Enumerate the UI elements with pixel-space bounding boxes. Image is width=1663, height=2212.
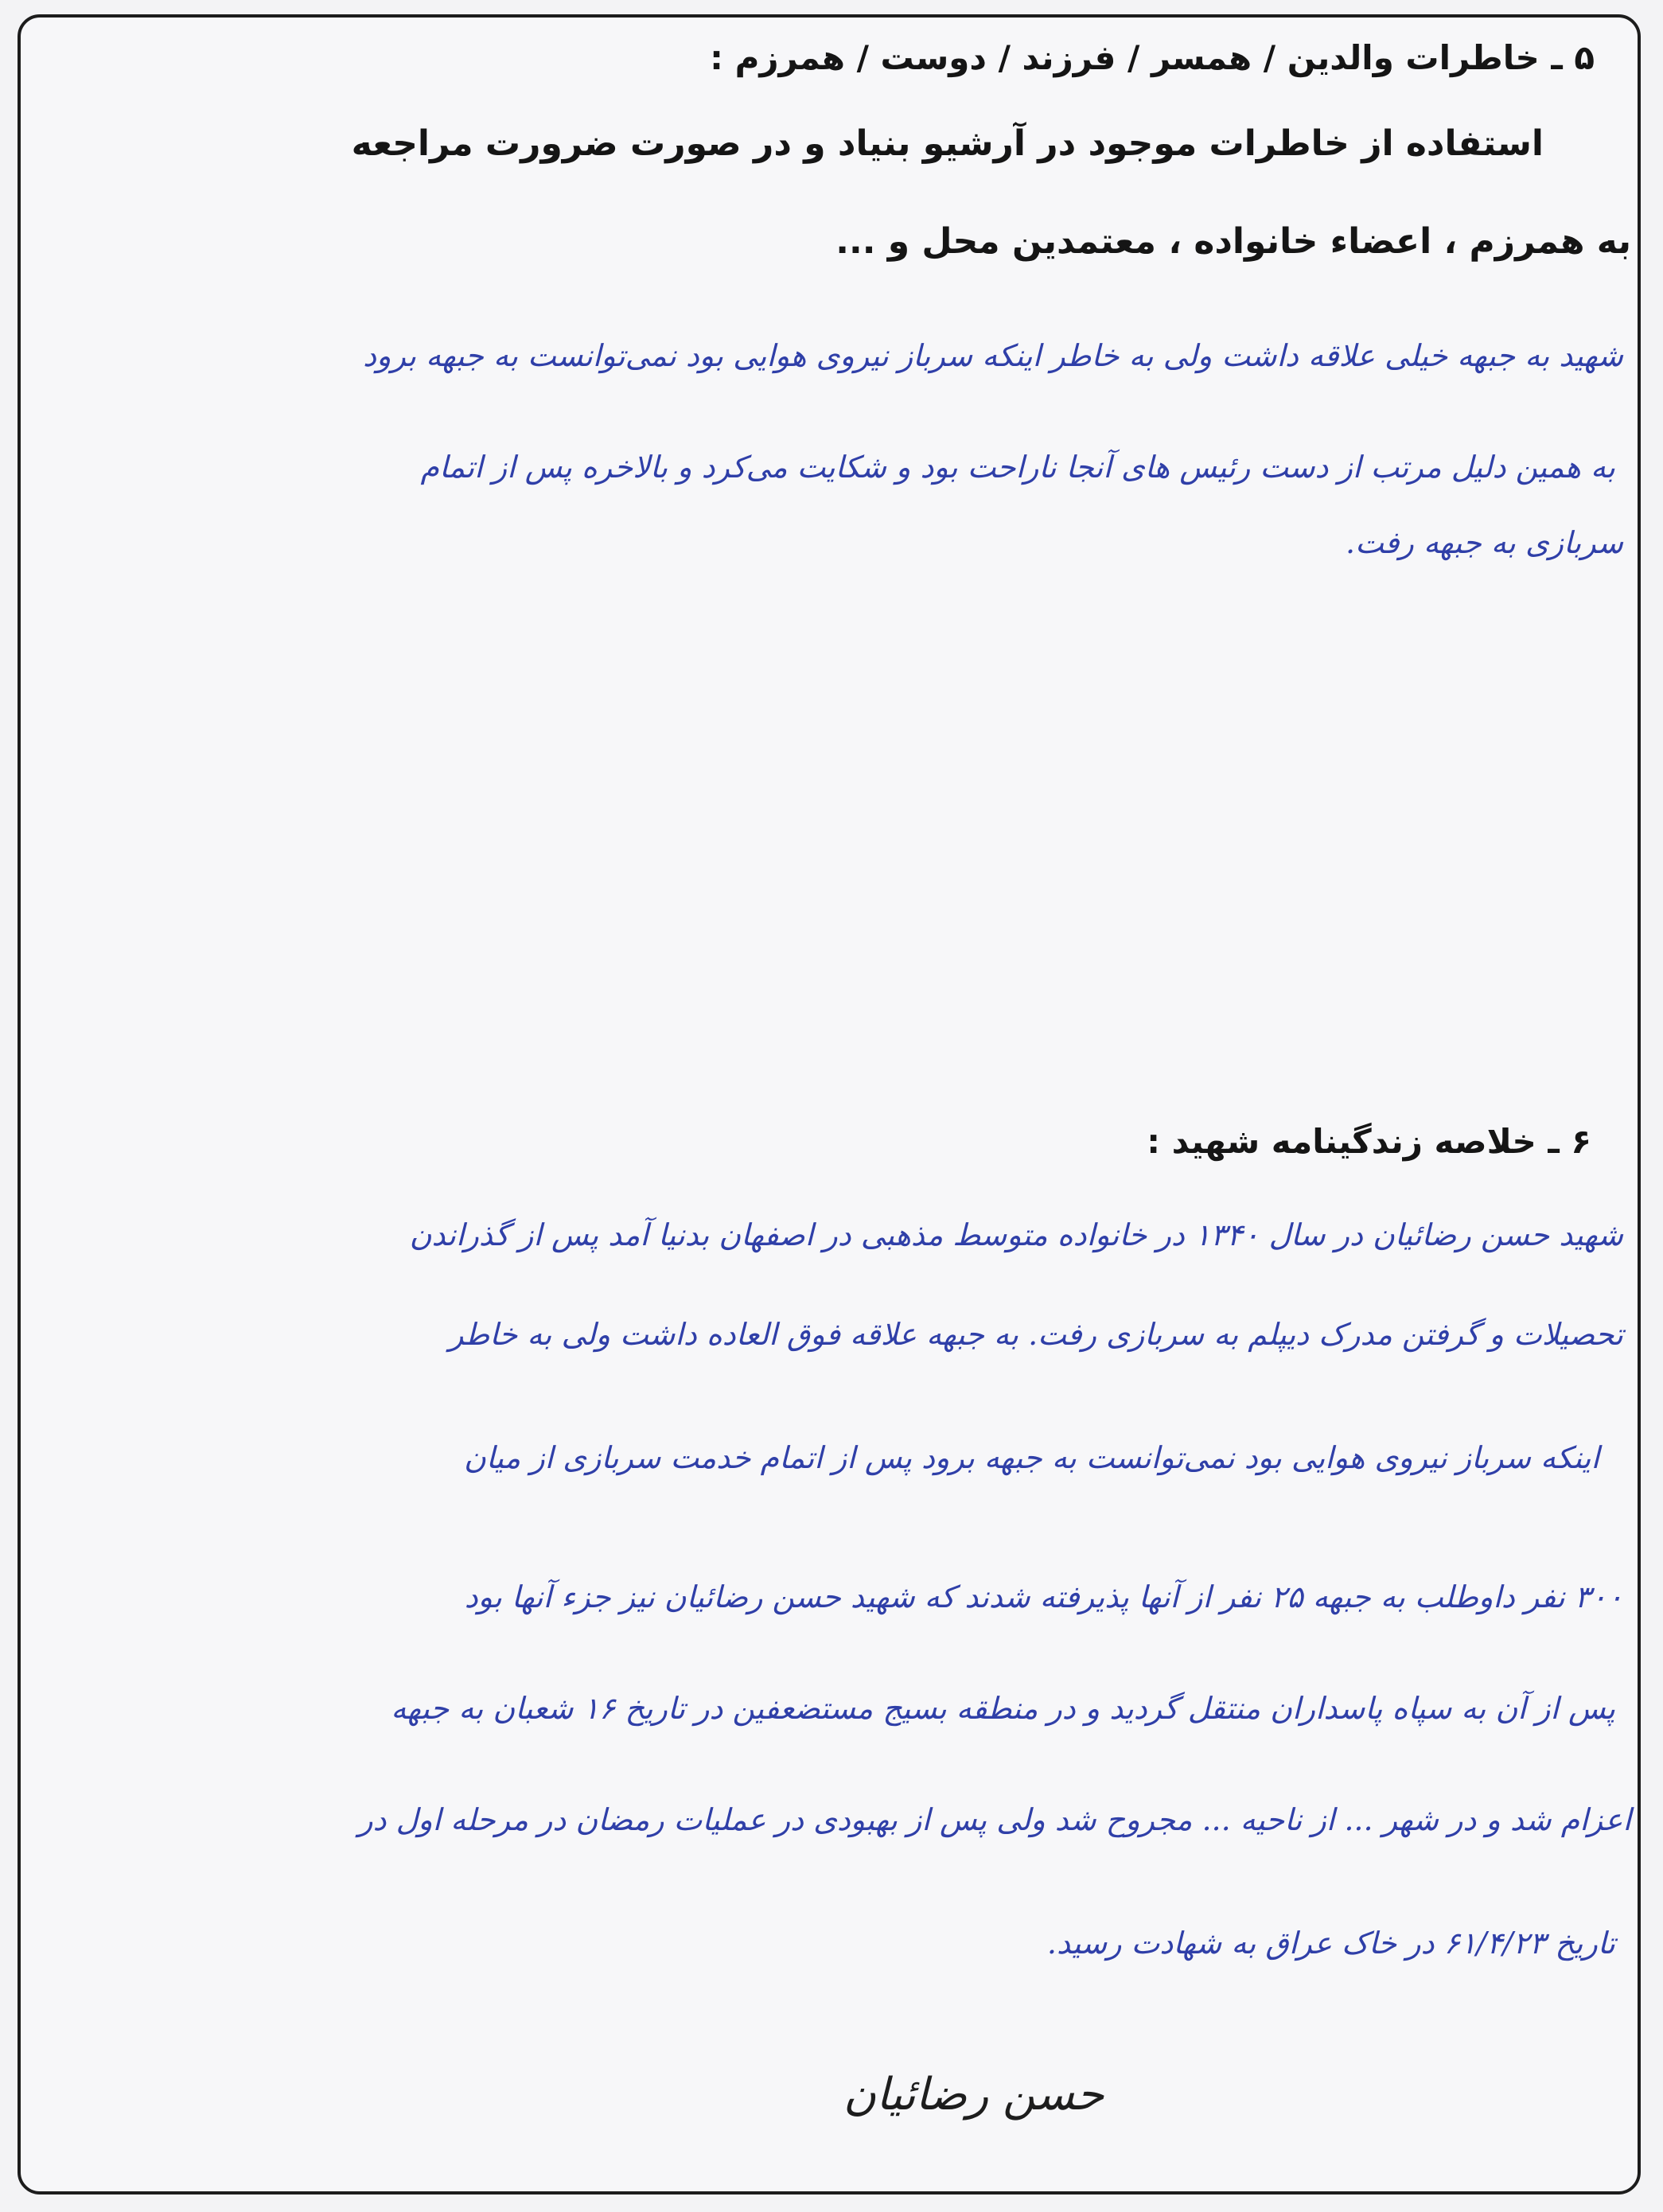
section-6-bio-line-5: پس از آن به سپاه پاسداران منتقل گردید و در منطقه بسیج مستضعفین در تاریخ ۱۶ شعبان به جبهه	[391, 1691, 1615, 1726]
section-5-memory-line-3: سربازی به جبهه رفت.	[1346, 525, 1623, 560]
section-6-bio-line-2: تحصیلات و گرفتن مدرک دیپلم به سربازی رفت. به جبهه علاقه فوق العاده داشت ولی به خاطر	[449, 1317, 1623, 1352]
section-6-bio-line-1: شهید حسن رضائیان در سال ۱۳۴۰ در خانواده متوسط مذهبی در اصفهان بدنیا آمد پس از گذراندن	[409, 1217, 1623, 1252]
section-6-bio-line-3: اینکه سرباز نیروی هوایی بود نمی‌توانست به جبهه برود پس از اتمام خدمت سربازی از میان	[463, 1440, 1599, 1475]
section-5-instruction-line-1: استفاده از خاطرات موجود در آرشیو بنیاد و در صورت ضرورت مراجعه	[351, 123, 1544, 164]
section-6-heading: ۶ ـ خلاصه زندگینامه شهید :	[1147, 1122, 1591, 1161]
section-6-bio-line-4: ۳۰۰ نفر داوطلب به جبهه ۲۵ نفر از آنها پذیرفته شدند که شهید حسن رضائیان نیز جزء آنها بود	[464, 1579, 1623, 1614]
section-5-memory-line-2: به همین دلیل مرتب از دست رئیس های آنجا ناراحت بود و شکایت می‌کرد و بالاخره پس از اتمام	[420, 450, 1615, 485]
section-5-memory-line-1: شهید به جبهه خیلی علاقه داشت ولی به خاطر اینکه سرباز نیروی هوایی بود نمی‌توانست به جبهه برود	[363, 338, 1623, 373]
section-5-instruction-line-2: به همرزم ، اعضاء خانواده ، معتمدین محل و ...	[835, 221, 1631, 262]
signature: حسن رضائیان	[843, 2069, 1104, 2120]
section-5-heading: ۵ ـ خاطرات والدین / همسر / فرزند / دوست / همرزم :	[710, 38, 1595, 77]
section-6-bio-line-6: اعزام شد و در شهر ... از ناحیه ... مجروح شد ولی پس از بهبودی در عملیات رمضان در مرحله اول در	[358, 1802, 1631, 1837]
section-6-bio-line-7: تاریخ ۶۱/۴/۲۳ در خاک عراق به شهادت رسید.	[1046, 1926, 1615, 1961]
